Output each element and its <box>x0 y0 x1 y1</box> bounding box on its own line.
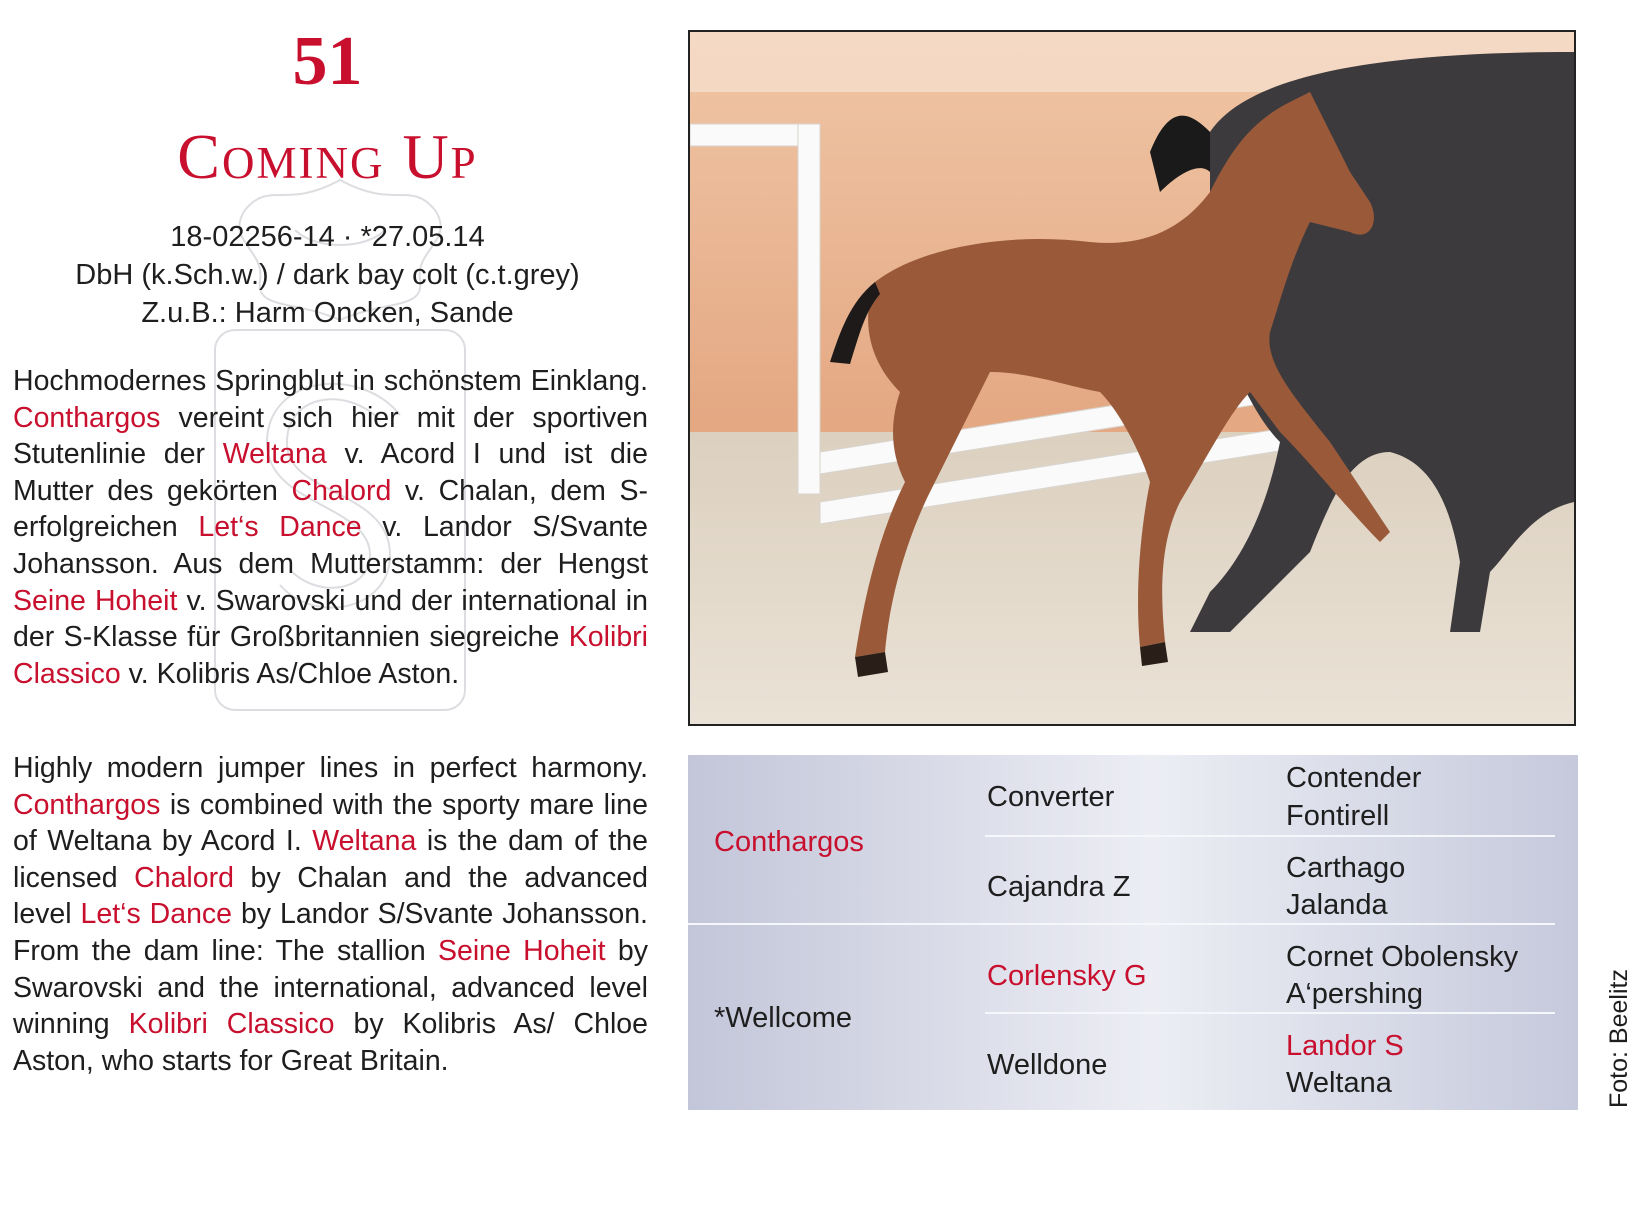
pedigree-name-link: Let‘s Dance <box>80 898 233 931</box>
pedigree-name-link: Chalord <box>291 474 392 507</box>
pedigree-name-link: Conthargos <box>13 401 161 434</box>
breed-color-line: DbH (k.Sch.w.) / dark bay colt (c.t.grey) <box>75 259 580 291</box>
pedigree-sire-dam: Cajandra Z <box>987 871 1131 903</box>
pedigree-ggp: Jalanda <box>1286 889 1388 921</box>
pedigree-name-link: Seine Hoheit <box>437 934 606 967</box>
pedigree-ggp: Carthago <box>1286 852 1406 884</box>
description-english: Highly modern jumper lines in perfect harmony. Conthargos is combined with the sporty mare line of Weltana by Acord I. Weltana is the dam of the licensed Chalord by Chalan and the advanced level Let‘s Dance by Landor S/Svante Johansson. From the dam line: The stallion Seine Hoheit by Swarovski and the international, advanced level winning Kolibri Classico by Kolibris As/ Chloe Aston, who starts for Great Britain. <box>13 752 648 1077</box>
pedigree-ggp: Fontirell <box>1286 800 1390 832</box>
description-german: Hochmodernes Springblut in schönstem Einklang. Conthargos vereint sich hier mit der sportiven Stutenlinie der Weltana v. Acord I und ist die Mutter des gekörten Chalord v. Chalan, dem S-erfolgreichen Let‘s Dance v. Landor S/Svante Johansson. Aus dem Mutterstamm: der Hengst Seine Hoheit v. Swarovski und der international in der S-Klasse für Großbritannien siegreiche Kolibri Classico v. Kolibris As/Chloe Aston. <box>13 365 648 690</box>
horse-info <box>0 218 655 332</box>
pedigree-sire-sire: Converter <box>987 781 1115 813</box>
pedigree-dam-sire: Corlensky G <box>987 960 1147 992</box>
pedigree-dam-dam: Welldone <box>987 1049 1108 1081</box>
pedigree-name-link: Seine Hoheit <box>13 584 178 617</box>
pedigree-name-link: Kolibri Classico <box>128 1008 335 1041</box>
pedigree-ggp: Contender <box>1286 762 1422 794</box>
pedigree-ggp: Weltana <box>1286 1067 1392 1099</box>
pedigree-name-link: Weltana <box>312 825 417 858</box>
pedigree-dam: *Wellcome <box>714 1002 853 1034</box>
pedigree-ggp: Landor S <box>1286 1030 1404 1062</box>
pedigree-name-link: Conthargos <box>13 788 161 821</box>
pedigree-ggp: A‘pershing <box>1286 978 1424 1010</box>
pedigree-sire: Conthargos <box>714 826 864 858</box>
pedigree-name-link: Chalord <box>134 861 234 894</box>
pedigree-name-link: Kolibri Classico <box>13 621 648 690</box>
pedigree-table <box>688 755 1578 1110</box>
horse-name: Coming Up <box>177 121 478 192</box>
pedigree-name-link: Let‘s Dance <box>198 511 362 544</box>
registration-line: 18-02256-14 · *27.05.14 <box>170 221 485 253</box>
foal-photo <box>688 30 1576 726</box>
photo-credit: Foto: Beelitz <box>1605 969 1633 1108</box>
breeder-line: Z.u.B.: Harm Oncken, Sande <box>141 297 514 329</box>
lot-number: 51 <box>292 23 363 100</box>
pedigree-ggp: Cornet Obolensky <box>1286 941 1519 973</box>
pedigree-name-link: Weltana <box>222 438 327 471</box>
